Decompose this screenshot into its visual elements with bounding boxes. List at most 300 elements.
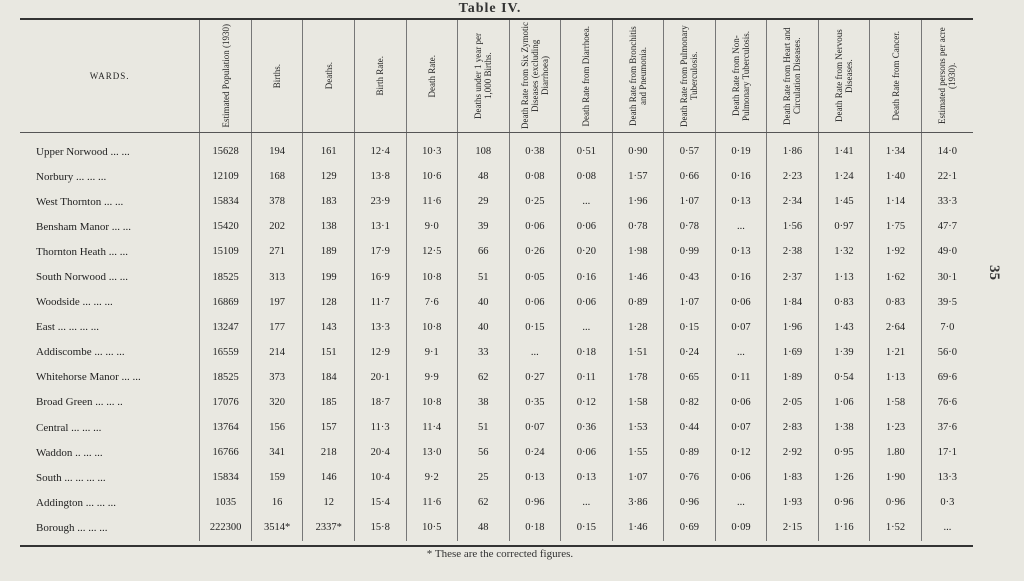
table-cell: 0·15 <box>664 315 716 340</box>
table-cell: 9·1 <box>406 340 458 365</box>
table-cell: 0·08 <box>509 164 561 189</box>
table-cell: 0·43 <box>664 264 716 289</box>
table-cell: 2337* <box>303 515 355 540</box>
table-cell: 1·75 <box>870 214 922 239</box>
table-cell: 49·0 <box>921 239 973 264</box>
table-cell: 189 <box>303 239 355 264</box>
table-cell: 13·1 <box>354 214 406 239</box>
table-body <box>20 133 973 541</box>
table-cell: 0·38 <box>509 133 561 165</box>
table-cell: 17·9 <box>354 239 406 264</box>
table-cell: 15834 <box>200 465 252 490</box>
table-cell: 1035 <box>200 490 252 515</box>
table-cell: ... <box>561 490 613 515</box>
table-cell: 271 <box>251 239 303 264</box>
table-cell: 1·57 <box>612 164 664 189</box>
table-cell: 199 <box>303 264 355 289</box>
table-cell: 1·34 <box>870 133 922 165</box>
table-cell: ... <box>561 315 613 340</box>
table-cell: 15420 <box>200 214 252 239</box>
table-cell: ... <box>509 340 561 365</box>
table-cell: 129 <box>303 164 355 189</box>
column-header <box>767 20 819 133</box>
table-cell: 0·66 <box>664 164 716 189</box>
table-title: Table IV. <box>458 1 522 16</box>
column-header-label: Death Rate from Diarrhoea. <box>581 25 592 127</box>
table-cell: 0·16 <box>561 264 613 289</box>
column-header <box>303 20 355 133</box>
table-cell: 16869 <box>200 290 252 315</box>
table-cell: ... <box>715 214 767 239</box>
table-cell: 0·36 <box>561 415 613 440</box>
table-row <box>20 340 973 365</box>
column-header <box>664 20 716 133</box>
table-cell: 1·06 <box>818 390 870 415</box>
footnote: * These are the corrected figures. <box>426 548 574 560</box>
table-cell: 168 <box>251 164 303 189</box>
column-header <box>561 20 613 133</box>
table-cell: 1·16 <box>818 515 870 540</box>
table-cell: 9·9 <box>406 365 458 390</box>
column-header <box>406 20 458 133</box>
table-cell: 0·76 <box>664 465 716 490</box>
table-cell: 0·07 <box>715 315 767 340</box>
table-cell: 2·38 <box>767 239 819 264</box>
ward-name-cell: East ... ... ... ... <box>36 321 99 334</box>
table-row <box>20 214 973 239</box>
table-cell: 0·20 <box>561 239 613 264</box>
table-cell: 47·7 <box>921 214 973 239</box>
table-cell: 1·07 <box>664 189 716 214</box>
ward-name-cell: West Thornton ... ... <box>36 195 124 208</box>
table-row <box>20 189 973 214</box>
table-row <box>20 290 973 315</box>
table-cell: 20·4 <box>354 440 406 465</box>
table-cell: 1·93 <box>767 490 819 515</box>
ward-name-cell: Broad Green ... ... .. <box>36 396 123 409</box>
table-cell: 0·51 <box>561 133 613 165</box>
table-row <box>20 315 973 340</box>
column-header-label: Death Rate from Non-Pulmonary Tuberculosis. <box>730 31 751 122</box>
table-cell: 15·4 <box>354 490 406 515</box>
table-cell: 1·41 <box>818 133 870 165</box>
statistics-table-frame <box>20 18 973 547</box>
table-cell: 146 <box>303 465 355 490</box>
table-cell: 1·56 <box>767 214 819 239</box>
table-cell: ... <box>561 189 613 214</box>
table-row <box>20 164 973 189</box>
table-cell: 1·58 <box>612 390 664 415</box>
column-header <box>458 20 510 133</box>
table-row <box>20 440 973 465</box>
table-cell: 1.80 <box>870 440 922 465</box>
table-cell: 1·07 <box>612 465 664 490</box>
table-cell: 25 <box>458 465 510 490</box>
table-cell: 1·45 <box>818 189 870 214</box>
table-cell: 0·06 <box>561 440 613 465</box>
table-cell: 0·96 <box>818 490 870 515</box>
ward-name-cell: Bensham Manor ... ... <box>36 220 132 233</box>
table-cell: 48 <box>458 164 510 189</box>
table-cell: 39 <box>458 214 510 239</box>
table-cell: 66 <box>458 239 510 264</box>
table-cell: 183 <box>303 189 355 214</box>
column-header <box>251 20 303 133</box>
table-cell: 0·35 <box>509 390 561 415</box>
table-cell: 56 <box>458 440 510 465</box>
table-cell: 1·28 <box>612 315 664 340</box>
table-cell: 0·07 <box>715 415 767 440</box>
table-cell: 1·13 <box>818 264 870 289</box>
table-cell: 18525 <box>200 365 252 390</box>
table-cell: 1·46 <box>612 515 664 540</box>
table-cell: 341 <box>251 440 303 465</box>
column-header <box>715 20 767 133</box>
table-cell: 0·06 <box>715 290 767 315</box>
table-cell: 1·23 <box>870 415 922 440</box>
table-cell: 0·12 <box>715 440 767 465</box>
column-header <box>509 20 561 133</box>
table-cell: 38 <box>458 390 510 415</box>
table-cell: 10·8 <box>406 264 458 289</box>
table-cell: 1·38 <box>818 415 870 440</box>
table-cell: 1·26 <box>818 465 870 490</box>
table-cell: 39·5 <box>921 290 973 315</box>
table-cell: 0·18 <box>561 340 613 365</box>
column-header-label: Births. <box>272 63 283 89</box>
table-cell: 11·6 <box>406 189 458 214</box>
column-header <box>354 20 406 133</box>
table-cell: 16·9 <box>354 264 406 289</box>
table-cell: 15109 <box>200 239 252 264</box>
table-cell: 1·69 <box>767 340 819 365</box>
table-cell: 0·97 <box>818 214 870 239</box>
table-cell: 1·24 <box>818 164 870 189</box>
ward-statistics-table <box>20 20 973 541</box>
ward-name-cell: Central ... ... ... <box>36 421 102 434</box>
table-cell: 0·18 <box>509 515 561 540</box>
table-cell: ... <box>715 340 767 365</box>
table-cell: 62 <box>458 490 510 515</box>
ward-name-cell: South Norwood ... ... <box>36 271 128 284</box>
table-cell: 0·54 <box>818 365 870 390</box>
table-cell: 16 <box>251 490 303 515</box>
table-cell: 13·0 <box>406 440 458 465</box>
table-cell: 7·6 <box>406 290 458 315</box>
column-header-label: Death Rate from Nervous Diseases. <box>834 29 855 123</box>
table-cell: 0·16 <box>715 164 767 189</box>
table-cell: 161 <box>303 133 355 165</box>
table-cell: 12 <box>303 490 355 515</box>
table-cell: 0·06 <box>509 214 561 239</box>
table-cell: 0·16 <box>715 264 767 289</box>
column-header-label: Estimated persons per acre (1930). <box>937 27 958 125</box>
column-header-label: Estimated Population (1930) <box>220 24 231 128</box>
table-row <box>20 239 973 264</box>
table-cell: 0·96 <box>664 490 716 515</box>
table-cell: 0·15 <box>509 315 561 340</box>
column-header <box>870 20 922 133</box>
table-cell: 15628 <box>200 133 252 165</box>
table-cell: 0·27 <box>509 365 561 390</box>
table-cell: 2·15 <box>767 515 819 540</box>
table-cell: 33 <box>458 340 510 365</box>
table-cell: 0·69 <box>664 515 716 540</box>
table-cell: 1·32 <box>818 239 870 264</box>
table-cell: 0·78 <box>612 214 664 239</box>
ward-name-cell: Thornton Heath ... ... <box>36 245 128 258</box>
column-header-label: Death Rate from Pulmonary Tuberculosis. <box>679 25 700 127</box>
table-cell: 10·4 <box>354 465 406 490</box>
table-cell: 0·13 <box>561 465 613 490</box>
table-cell: 18525 <box>200 264 252 289</box>
table-cell: 0·08 <box>561 164 613 189</box>
column-header-label: Deaths. <box>323 62 334 90</box>
table-cell: 3514* <box>251 515 303 540</box>
table-cell: 0·96 <box>509 490 561 515</box>
table-cell: 0·89 <box>612 290 664 315</box>
table-cell: 1·39 <box>818 340 870 365</box>
table-cell: 10·3 <box>406 133 458 165</box>
table-cell: 2·23 <box>767 164 819 189</box>
table-cell: 13764 <box>200 415 252 440</box>
table-cell: 10·8 <box>406 315 458 340</box>
table-cell: 378 <box>251 189 303 214</box>
table-cell: 3·86 <box>612 490 664 515</box>
table-cell: 2·37 <box>767 264 819 289</box>
table-cell: 0·90 <box>612 133 664 165</box>
table-cell: 2·92 <box>767 440 819 465</box>
ward-name-cell: Woodside ... ... ... <box>36 296 113 309</box>
table-cell: 222300 <box>200 515 252 540</box>
table-cell: 1·53 <box>612 415 664 440</box>
column-header-label: Death Rate from Cancer. <box>890 31 901 121</box>
table-cell: 138 <box>303 214 355 239</box>
table-cell: 1·96 <box>767 315 819 340</box>
table-cell: ... <box>921 515 973 540</box>
table-cell: 184 <box>303 365 355 390</box>
table-cell: 143 <box>303 315 355 340</box>
table-cell: 0·26 <box>509 239 561 264</box>
table-cell: 1·83 <box>767 465 819 490</box>
table-cell: 1·13 <box>870 365 922 390</box>
table-row <box>20 264 973 289</box>
table-cell: 62 <box>458 365 510 390</box>
table-cell: 40 <box>458 290 510 315</box>
table-cell: 1·96 <box>612 189 664 214</box>
table-row <box>20 415 973 440</box>
table-cell: 9·2 <box>406 465 458 490</box>
table-cell: 2·34 <box>767 189 819 214</box>
table-cell: 0·05 <box>509 264 561 289</box>
table-row <box>20 133 973 165</box>
table-cell: 202 <box>251 214 303 239</box>
table-cell: 11·3 <box>354 415 406 440</box>
table-cell: 51 <box>458 264 510 289</box>
table-cell: 11·7 <box>354 290 406 315</box>
table-cell: 37·6 <box>921 415 973 440</box>
table-cell: 0·13 <box>715 189 767 214</box>
table-cell: 0·25 <box>509 189 561 214</box>
table-cell: 108 <box>458 133 510 165</box>
table-cell: 1·43 <box>818 315 870 340</box>
column-header <box>612 20 664 133</box>
table-cell: 0·3 <box>921 490 973 515</box>
table-cell: 12109 <box>200 164 252 189</box>
column-header <box>200 20 252 133</box>
table-cell: 128 <box>303 290 355 315</box>
table-cell: 1·84 <box>767 290 819 315</box>
table-cell: 0·78 <box>664 214 716 239</box>
table-cell: ... <box>715 490 767 515</box>
table-cell: 214 <box>251 340 303 365</box>
table-cell: 13·3 <box>921 465 973 490</box>
table-cell: 10·8 <box>406 390 458 415</box>
table-cell: 1·51 <box>612 340 664 365</box>
table-cell: 194 <box>251 133 303 165</box>
table-cell: 1·07 <box>664 290 716 315</box>
table-cell: 0·06 <box>561 290 613 315</box>
table-cell: 0·44 <box>664 415 716 440</box>
table-cell: 2·64 <box>870 315 922 340</box>
ward-name-cell: Addiscombe ... ... ... <box>36 346 125 359</box>
table-cell: 0·83 <box>870 290 922 315</box>
table-cell: 0·13 <box>715 239 767 264</box>
table-cell: 0·13 <box>509 465 561 490</box>
table-cell: 13247 <box>200 315 252 340</box>
table-cell: 40 <box>458 315 510 340</box>
table-cell: 12·5 <box>406 239 458 264</box>
table-cell: 1·46 <box>612 264 664 289</box>
table-cell: 0·57 <box>664 133 716 165</box>
header-row <box>20 20 973 133</box>
table-cell: 29 <box>458 189 510 214</box>
table-cell: 1·86 <box>767 133 819 165</box>
table-cell: 51 <box>458 415 510 440</box>
table-cell: 1·55 <box>612 440 664 465</box>
table-cell: 313 <box>251 264 303 289</box>
table-cell: 11·4 <box>406 415 458 440</box>
table-cell: 0·06 <box>715 465 767 490</box>
column-header-label: Deaths under 1 year per 1,000 Births. <box>473 33 494 119</box>
table-cell: 1·14 <box>870 189 922 214</box>
table-cell: 156 <box>251 415 303 440</box>
table-row <box>20 390 973 415</box>
table-cell: 0·07 <box>509 415 561 440</box>
table-cell: 17076 <box>200 390 252 415</box>
ward-name-cell: Waddon .. ... ... <box>36 446 103 459</box>
table-cell: 14·0 <box>921 133 973 165</box>
table-cell: 33·3 <box>921 189 973 214</box>
table-cell: 7·0 <box>921 315 973 340</box>
table-cell: 10·6 <box>406 164 458 189</box>
table-cell: 10·5 <box>406 515 458 540</box>
table-cell: 16559 <box>200 340 252 365</box>
table-cell: 0·65 <box>664 365 716 390</box>
table-cell: 0·82 <box>664 390 716 415</box>
table-row <box>20 465 973 490</box>
table-cell: 0·06 <box>509 290 561 315</box>
table-cell: 177 <box>251 315 303 340</box>
table-cell: 11·6 <box>406 490 458 515</box>
table-cell: 18·7 <box>354 390 406 415</box>
table-cell: 1·78 <box>612 365 664 390</box>
table-cell: 1·21 <box>870 340 922 365</box>
table-cell: 0·12 <box>561 390 613 415</box>
table-cell: 17·1 <box>921 440 973 465</box>
table-cell: 9·0 <box>406 214 458 239</box>
table-cell: 0·99 <box>664 239 716 264</box>
column-header-label: Birth Rate. <box>375 56 386 96</box>
table-cell: 12·4 <box>354 133 406 165</box>
table-cell: 159 <box>251 465 303 490</box>
table-cell: 0·95 <box>818 440 870 465</box>
table-cell: 218 <box>303 440 355 465</box>
table-cell: 13·3 <box>354 315 406 340</box>
column-header <box>921 20 973 133</box>
table-cell: 0·15 <box>561 515 613 540</box>
table-cell: 20·1 <box>354 365 406 390</box>
table-cell: 1·89 <box>767 365 819 390</box>
table-cell: 0·83 <box>818 290 870 315</box>
ward-name-cell: Borough ... ... ... <box>36 521 108 534</box>
table-cell: 12·9 <box>354 340 406 365</box>
table-cell: 185 <box>303 390 355 415</box>
table-cell: 157 <box>303 415 355 440</box>
table-cell: 1·62 <box>870 264 922 289</box>
table-cell: 76·6 <box>921 390 973 415</box>
table-cell: 1·92 <box>870 239 922 264</box>
table-cell: 0·11 <box>561 365 613 390</box>
table-cell: 15834 <box>200 189 252 214</box>
table-row <box>20 365 973 390</box>
page-number: 35 <box>986 265 1002 280</box>
table-cell: 69·6 <box>921 365 973 390</box>
table-cell: 197 <box>251 290 303 315</box>
table-cell: 13·8 <box>354 164 406 189</box>
table-cell: 0·89 <box>664 440 716 465</box>
table-cell: 1·40 <box>870 164 922 189</box>
table-cell: 320 <box>251 390 303 415</box>
table-cell: 151 <box>303 340 355 365</box>
table-cell: 0·06 <box>715 390 767 415</box>
table-cell: 2·83 <box>767 415 819 440</box>
table-cell: 48 <box>458 515 510 540</box>
table-cell: 1·52 <box>870 515 922 540</box>
table-cell: 1·58 <box>870 390 922 415</box>
table-cell: 0·24 <box>509 440 561 465</box>
table-cell: 56·0 <box>921 340 973 365</box>
table-row <box>20 490 973 515</box>
table-cell: 30·1 <box>921 264 973 289</box>
table-cell: 0·09 <box>715 515 767 540</box>
table-cell: 22·1 <box>921 164 973 189</box>
ward-name-cell: Addington ... ... ... <box>36 496 117 509</box>
column-header-label: Death Rate from Six Zymotic Diseases (excluding Diarrhoea) <box>519 22 550 130</box>
table-cell: 0·19 <box>715 133 767 165</box>
table-cell: 0·96 <box>870 490 922 515</box>
column-header-label: Death Rate from Heart and Circulation Diseases. <box>782 27 803 125</box>
ward-name-cell: Whitehorse Manor ... ... <box>36 371 141 384</box>
table-cell: 1·98 <box>612 239 664 264</box>
table-cell: 15·8 <box>354 515 406 540</box>
column-header-label: Death Rate from Bronchitis and Pneumonia. <box>627 26 648 126</box>
ward-name-cell: Norbury ... ... ... <box>36 170 107 183</box>
table-cell: 1·90 <box>870 465 922 490</box>
column-header-wards: WARDS. <box>20 20 200 133</box>
table-cell: 23·9 <box>354 189 406 214</box>
table-cell: 0·06 <box>561 214 613 239</box>
